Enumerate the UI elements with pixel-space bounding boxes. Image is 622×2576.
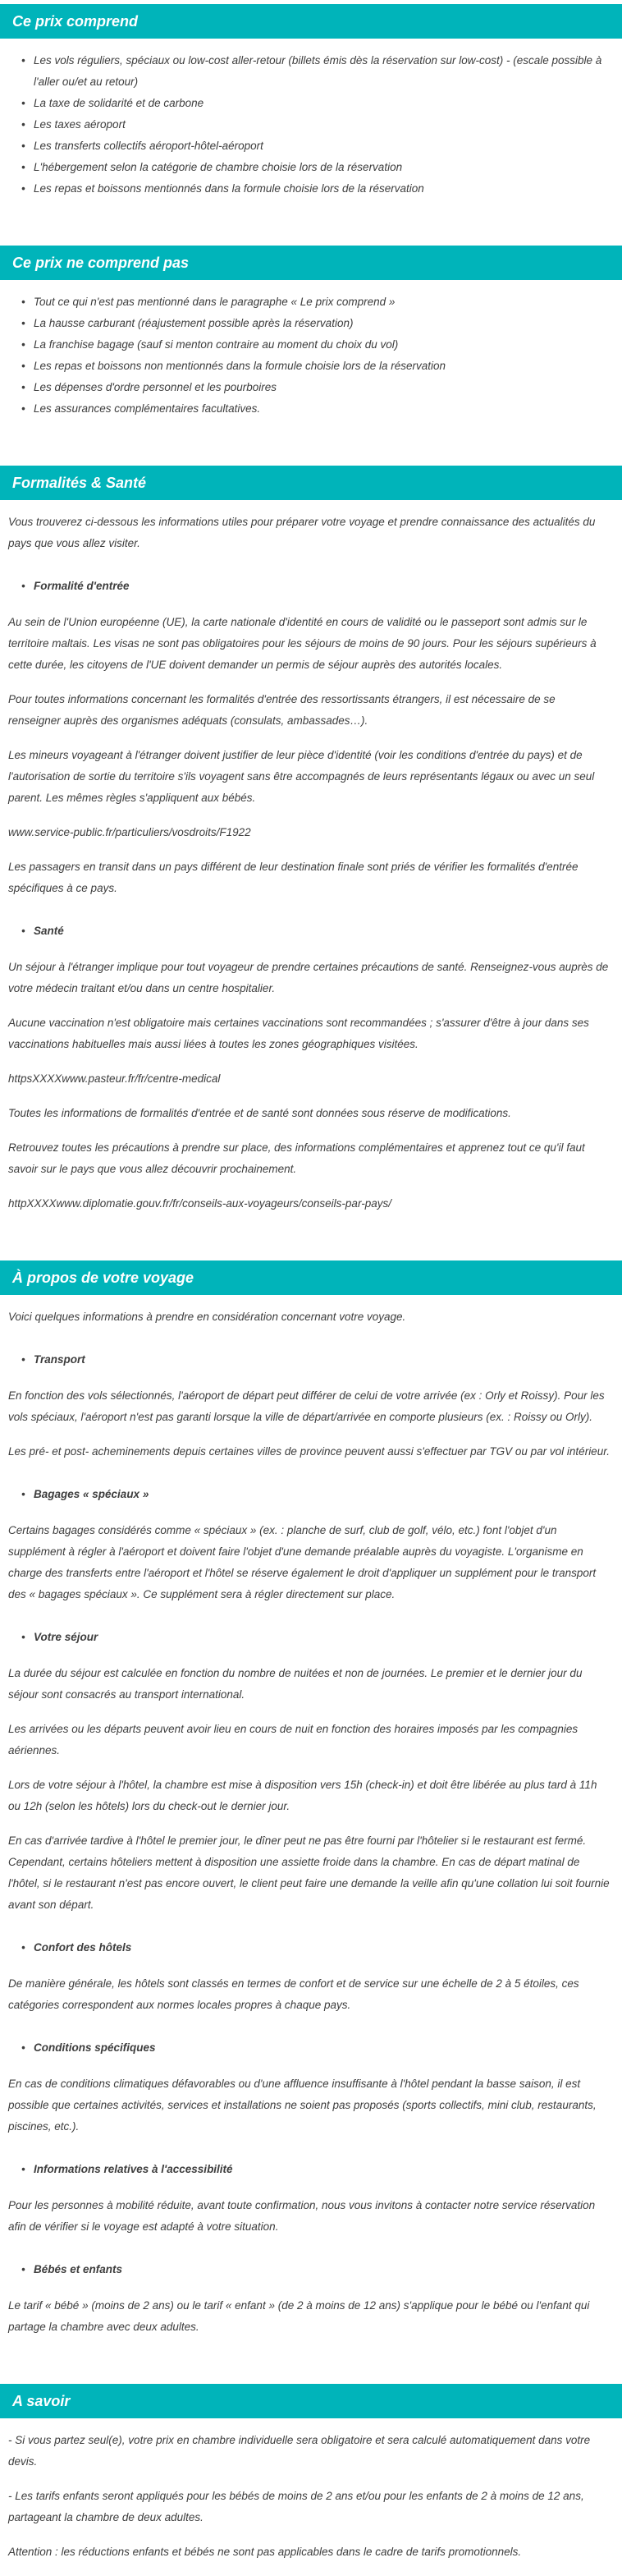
url-text: httpXXXXwww.diplomatie.gouv.fr/fr/conseils-aux-voyageurs/conseils-par-pays/ [8, 1197, 391, 1210]
subheading: • Conditions spécifiques [18, 2037, 611, 2059]
bullet-list [8, 292, 611, 420]
paragraph: Un séjour à l'étranger implique pour tout voyageur de prendre certaines précautions de santé. Renseignez-vous auprès de votre médecin traitant et/ou dans un centre hospitalier. [8, 961, 609, 994]
section-formalites-sante [0, 466, 622, 1215]
section-content [0, 500, 622, 1215]
bullet-item: • Les vols réguliers, spéciaux ou low-cost aller-retour (billets émis dès la réservation sur low-cost) - (escale possible à l'aller ou/et au retour) [18, 50, 611, 93]
bullet-item: • Tout ce qui n'est pas mentionné dans le paragraphe « Le prix comprend » [18, 292, 611, 313]
section-content [0, 2418, 622, 2563]
section-content [0, 280, 622, 420]
travel-conditions-page [0, 4, 622, 2563]
paragraph: Aucune vaccination n'est obligatoire mais certaines vaccinations sont recommandées ; s'assurer d'être à jour dans ses vaccinations habituelles mais aussi liées à toutes les zones géographiques visitées. [8, 1017, 589, 1050]
subheading: • Informations relatives à l'accessibilité [18, 2159, 611, 2180]
paragraph: Attention : les réductions enfants et bébés ne sont pas applicables dans le cadre de tarifs promotionnels. [8, 2546, 522, 2558]
url-text: httpsXXXXwww.pasteur.fr/fr/centre-medical [8, 1072, 221, 1085]
paragraph: Les mineurs voyageant à l'étranger doivent justifier de leur pièce d'identité (voir les conditions d'entrée du pays) et de l'autorisation de sortie du territoire s'ils voyagent sans être accompagnés de leurs représentants légaux ou avec un seul parent. Les mêmes règles s'appliquent aux bébés. [8, 749, 595, 804]
section-header-formalites-sante: Formalités & Santé [0, 466, 622, 500]
subheading: • Formalité d'entrée [18, 576, 611, 597]
bullet-item: • Les assurances complémentaires facultatives. [18, 398, 611, 420]
bullet-item: • Les transferts collectifs aéroport-hôtel-aéroport [18, 135, 611, 157]
section-header-a-propos-de-votre-voyage: À propos de votre voyage [0, 1260, 622, 1295]
bullet-item: • Les taxes aéroport [18, 114, 611, 135]
bullet-list [8, 50, 611, 200]
section-content [0, 1295, 622, 2338]
paragraph: Pour les personnes à mobilité réduite, avant toute confirmation, nous vous invitons à contacter notre service réservation afin de vérifier si le voyage est adapté à votre situation. [8, 2199, 596, 2233]
section-a-propos-de-votre-voyage [0, 1260, 622, 2338]
paragraph: En cas d'arrivée tardive à l'hôtel le premier jour, le dîner peut ne pas être fourni par l'hôtelier si le restaurant est fermé. Cependant, certains hôteliers mettent à disposition une assiette froide dans la chambre. En cas de départ matinal de l'hôtel, si le restaurant n'est pas encore ouvert, le client peut faire une demande la veille afin qu'une collation lui soit fournie avant son départ. [8, 1834, 610, 1911]
paragraph: En cas de conditions climatiques défavorables ou d'une affluence insuffisante à l'hôtel pendant la basse saison, il est possible que certaines activités, services et installations ne soient pas proposés (sports collectifs, mini club, restaurants, piscines, etc.). [8, 2078, 597, 2133]
paragraph: Toutes les informations de formalités d'entrée et de santé sont données sous réserve de modifications. [8, 1107, 511, 1119]
url-text: www.service-public.fr/particuliers/vosdroits/F1922 [8, 826, 251, 838]
section-a-savoir [0, 2384, 622, 2563]
subheading: • Santé [18, 921, 611, 942]
paragraph: En fonction des vols sélectionnés, l'aéroport de départ peut différer de celui de votre arrivée (ex : Orly et Roissy). Pour les vols spéciaux, l'aéroport n'est pas garanti lorsque la ville de départ/arrivée en comporte plusieurs (ex. : Roissy ou Orly). [8, 1389, 605, 1423]
bullet-item: • Les dépenses d'ordre personnel et les pourboires [18, 377, 611, 398]
bullet-item: • La franchise bagage (sauf si menton contraire au moment du choix du vol) [18, 334, 611, 356]
paragraph: Voici quelques informations à prendre en considération concernant votre voyage. [8, 1311, 406, 1323]
paragraph: Lors de votre séjour à l'hôtel, la chambre est mise à disposition vers 15h (check-in) et doit être libérée au plus tard à 11h ou 12h (selon les hôtels) lors du check-out le dernier jour. [8, 1779, 597, 1812]
section-header-a-savoir: A savoir [0, 2384, 622, 2418]
bullet-item: • Les repas et boissons mentionnés dans la formule choisie lors de la réservation [18, 178, 611, 200]
section-ce-prix-ne-comprend-pas [0, 246, 622, 420]
subheading: • Bébés et enfants [18, 2259, 611, 2280]
paragraph: Pour toutes informations concernant les formalités d'entrée des ressortissants étrangers, il est nécessaire de se renseigner auprès des organismes adéquats (consulats, ambassades…). [8, 693, 556, 727]
paragraph: Les arrivées ou les départs peuvent avoir lieu en cours de nuit en fonction des horaires imposés par les compagnies aériennes. [8, 1723, 579, 1756]
paragraph: Les pré- et post- acheminements depuis certaines villes de province peuvent aussi s'effectuer par TGV ou par vol intérieur. [8, 1445, 610, 1458]
bullet-item: • La hausse carburant (réajustement possible après la réservation) [18, 313, 611, 334]
section-content [0, 39, 622, 200]
paragraph: La durée du séjour est calculée en fonction du nombre de nuitées et non de journées. Le premier et le dernier jour du séjour sont consacrés au transport international. [8, 1667, 583, 1701]
paragraph: De manière générale, les hôtels sont classés en termes de confort et de service sur une échelle de 2 à 5 étoiles, ces catégories correspondent aux normes locales propres à chaque pays. [8, 1977, 579, 2011]
paragraph: Le tarif « bébé » (moins de 2 ans) ou le tarif « enfant » (de 2 à moins de 12 ans) s'applique pour le bébé ou l'enfant qui partage la chambre avec deux adultes. [8, 2299, 590, 2333]
section-header-ce-prix-comprend: Ce prix comprend [0, 4, 622, 39]
subheading: • Confort des hôtels [18, 1937, 611, 1958]
paragraph: Vous trouverez ci-dessous les informations utiles pour préparer votre voyage et prendre connaissance des actualités du pays que vous allez visiter. [8, 516, 596, 549]
paragraph: Retrouvez toutes les précautions à prendre sur place, des informations complémentaires et apprenez tout ce qu'il faut savoir sur le pays que vous allez découvrir prochainement. [8, 1141, 585, 1175]
subheading: • Votre séjour [18, 1627, 611, 1648]
bullet-item: • La taxe de solidarité et de carbone [18, 93, 611, 114]
paragraph: Les passagers en transit dans un pays différent de leur destination finale sont priés de vérifier les formalités d'entrée spécifiques à ce pays. [8, 861, 579, 894]
paragraph: - Si vous partez seul(e), votre prix en chambre individuelle sera obligatoire et sera calculé automatiquement dans votre devis. [8, 2434, 591, 2468]
bullet-item: • L'hébergement selon la catégorie de chambre choisie lors de la réservation [18, 157, 611, 178]
paragraph: Certains bagages considérés comme « spéciaux » (ex. : planche de surf, club de golf, vélo, etc.) font l'objet d'un supplément à régler à l'aéroport et doivent faire l'objet d'une demande préalable auprès du voyagiste. L'organisme en charge des transferts entre l'aéroport et l'hôtel se réserve également le droit d'appliquer un supplément pour le transport des « bagages spéciaux ». Ce supplément sera à régler directement sur place. [8, 1524, 597, 1600]
subheading: • Bagages « spéciaux » [18, 1484, 611, 1505]
paragraph: - Les tarifs enfants seront appliqués pour les bébés de moins de 2 ans et/ou pour les enfants de 2 à moins de 12 ans, partageant la chambre de deux adultes. [8, 2490, 584, 2523]
section-ce-prix-comprend [0, 4, 622, 200]
paragraph: Au sein de l'Union européenne (UE), la carte nationale d'identité en cours de validité ou le passeport sont admis sur le territoire maltais. Les visas ne sont pas obligatoires pour les séjours de moins de 90 jours. Pour les séjours supérieurs à cette durée, les citoyens de l'UE doivent demander un permis de séjour auprès des autorités locales. [8, 616, 597, 671]
section-header-ce-prix-ne-comprend-pas: Ce prix ne comprend pas [0, 246, 622, 280]
bullet-item: • Les repas et boissons non mentionnés dans la formule choisie lors de la réservation [18, 356, 611, 377]
subheading: • Transport [18, 1349, 611, 1371]
